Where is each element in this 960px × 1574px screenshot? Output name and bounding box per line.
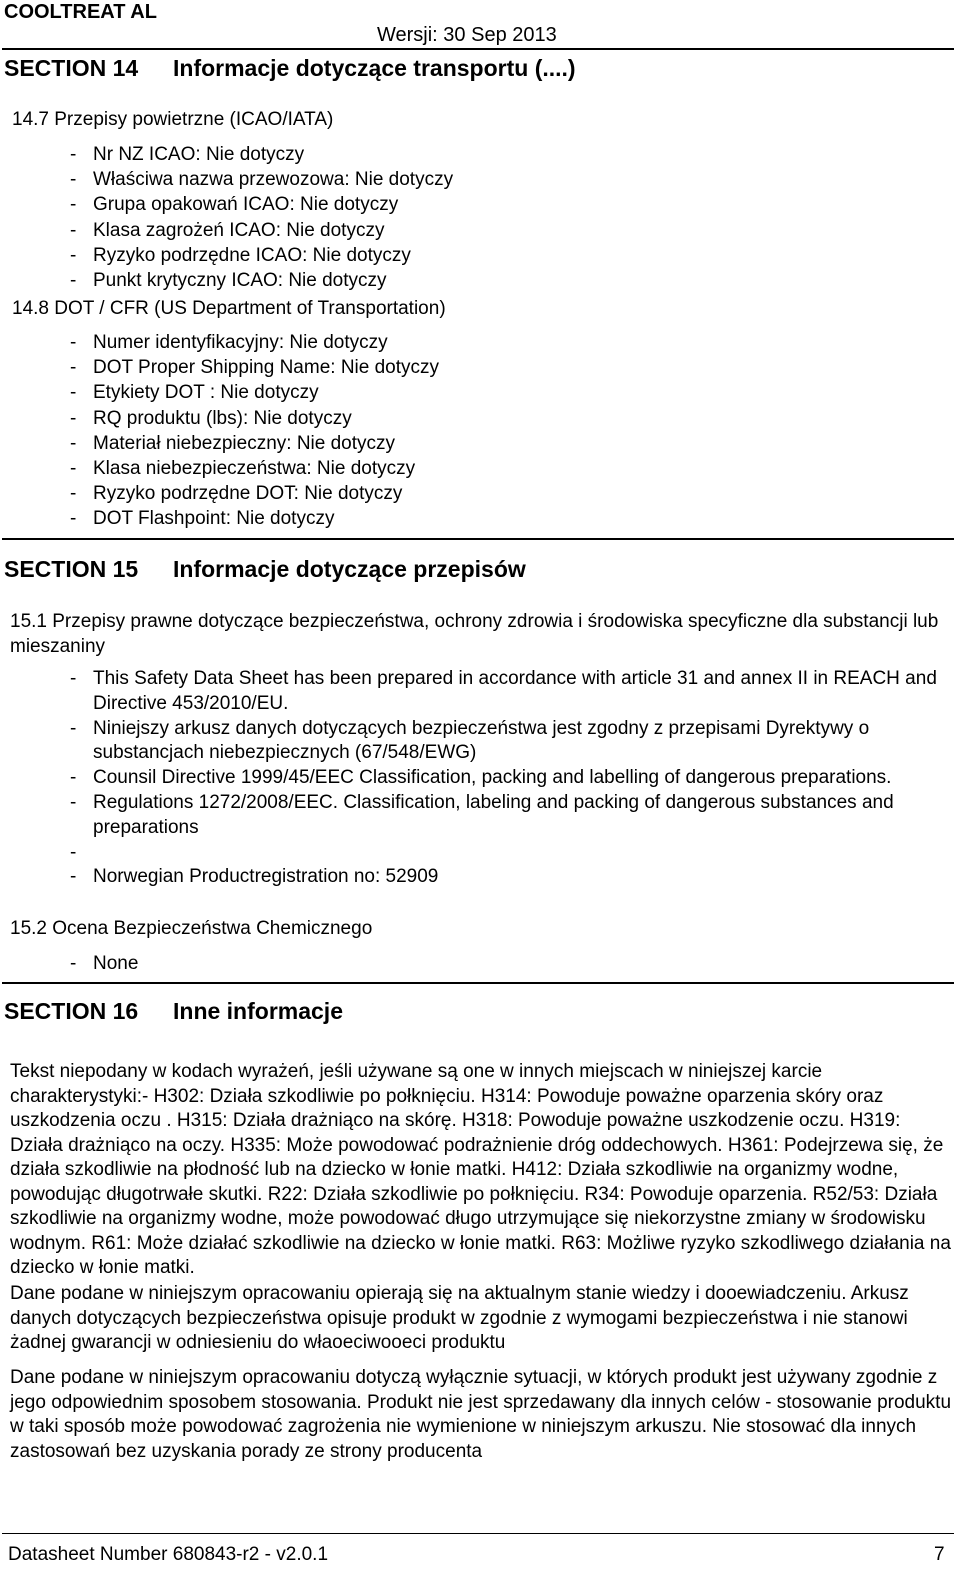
subsection-14-8-list	[70, 330, 439, 532]
section-16-paragraph-2: Dane podane w niniejszym opracowaniu opierają się na aktualnym stanie wiedzy i dooewiadczeniu. Arkusz danych dotyczących bezpieczeństwa opisuje produkt w zgodnie z wymogami bezpieczeństwa i nie stanowi żadnej gwarancji w odniesieniu do właoeciwooeci produktu	[10, 1283, 909, 1353]
section-15-rule	[2, 538, 954, 540]
section-14-title: Informacje dotyczące transportu (....)	[173, 55, 576, 81]
product-name: COOLTREAT AL	[4, 1, 157, 23]
list-item: - Materiał niebezpieczny: Nie dotyczy	[70, 431, 439, 456]
version-date: Wersji: 30 Sep 2013	[377, 24, 557, 46]
datasheet-number: Datasheet Number 680843-r2 - v2.0.1	[8, 1544, 329, 1565]
section-14-heading	[4, 55, 576, 82]
list-item	[70, 841, 940, 866]
list-item: - Nr NZ ICAO: Nie dotyczy	[70, 142, 453, 167]
section-16-rule	[2, 982, 954, 984]
subsection-15-1-list	[70, 667, 940, 890]
list-item: - Etykiety DOT : Nie dotyczy	[70, 380, 439, 405]
list-item: - Właściwa nazwa przewozowa: Nie dotyczy	[70, 167, 453, 192]
section-16-paragraph-1: Tekst niepodany w kodach wyrażeń, jeśli używane są one w innych miejscach w niniejszej karcie charakterystyki:- H302: Działa szkodliwie po połknięciu. H314: Powoduje poważne oparzenia skóry oraz uszkodzenia oczu . H315: Działa drażniąco na skórę. H318: Powoduje poważne uszkodzenie oczu. H319: Działa drażniąco na oczy. H335: Może powodować podrażnienie dróg oddechowych. H361: Podejrzewa się, że działa szkodliwie na płodność lub na dziecko w łonie matki. H412: Działa szkodliwie na organizmy wodne, powodując długotrwałe skutki. R22: Działa szkodliwie po połknięciu. R34: Powoduje oparzenia. R52/53: Działa szkodliwie na organizmy wodne, może powodować długo utrzymujące się niekorzystne zmiany w środowisku wodnym. R61: Może działać szkodliwie na dziecko w łonie matki. R63: Możliwe ryzyko szkodliwego działania na dziecko w łonie matki.	[10, 1061, 951, 1278]
section-14-number: SECTION 14	[4, 55, 139, 81]
section-15-heading	[4, 556, 526, 583]
list-item: - DOT Proper Shipping Name: Nie dotyczy	[70, 355, 439, 380]
section-15-title: Informacje dotyczące przepisów	[173, 556, 526, 582]
list-item: - Grupa opakowań ICAO: Nie dotyczy	[70, 192, 453, 217]
subsection-15-1-heading: 15.1 Przepisy prawne dotyczące bezpieczeństwa, ochrony zdrowia i środowiska specyficzne dla substancji lub mieszaniny	[10, 611, 939, 657]
section-16-number: SECTION 16	[4, 998, 139, 1024]
footer-rule	[2, 1533, 954, 1534]
page-number: 7	[934, 1544, 945, 1565]
section-16-title: Inne informacje	[173, 998, 343, 1024]
list-item: - DOT Flashpoint: Nie dotyczy	[70, 506, 439, 531]
list-item: - Klasa zagrożeń ICAO: Nie dotyczy	[70, 218, 453, 243]
section-16-heading	[4, 998, 343, 1025]
section-15-number: SECTION 15	[4, 556, 139, 582]
list-item: - Regulations 1272/2008/EEC. Classification, labeling and packing of dangerous substances and preparations	[70, 791, 940, 841]
section-16-paragraph-3: Dane podane w niniejszym opracowaniu dotyczą wyłącznie sytuacji, w których produkt jest używany zgodnie z jego odpowiednim sposobem stosowania. Produkt nie jest sprzedawany dla innych celów - stosowanie produktu w taki sposób może powodować zagrożenia nie wymienione w niniejszym arkuszu. Nie stosować dla innych zastosowań bez uzyskania porady ze strony producenta	[10, 1367, 952, 1462]
list-item: - Niniejszy arkusz danych dotyczących bezpieczeństwa jest zgodny z przepisami Dyrektywy o substancjach niebezpiecznych (67/548/EWG)	[70, 717, 940, 767]
list-item: - Numer identyfikacyjny: Nie dotyczy	[70, 330, 439, 355]
list-item: - RQ produktu (lbs): Nie dotyczy	[70, 406, 439, 431]
subsection-14-8-heading: 14.8 DOT / CFR (US Department of Transportation)	[12, 298, 446, 319]
list-item: - Counsil Directive 1999/45/EEC Classification, packing and labelling of dangerous preparations.	[70, 766, 940, 791]
subsection-15-2-list	[70, 951, 138, 976]
list-item: - Ryzyko podrzędne DOT: Nie dotyczy	[70, 481, 439, 506]
subsection-15-2-heading: 15.2 Ocena Bezpieczeństwa Chemicznego	[10, 918, 373, 939]
list-item: - Klasa niebezpieczeństwa: Nie dotyczy	[70, 456, 439, 481]
list-item: - Punkt krytyczny ICAO: Nie dotyczy	[70, 268, 453, 293]
subsection-14-7-list	[70, 142, 453, 293]
list-item: - This Safety Data Sheet has been prepared in accordance with article 31 and annex II in REACH and Directive 453/2010/EU.	[70, 667, 940, 717]
list-item: - Norwegian Productregistration no: 52909	[70, 865, 940, 890]
list-item: - Ryzyko podrzędne ICAO: Nie dotyczy	[70, 243, 453, 268]
header-rule	[2, 48, 954, 50]
list-item: - None	[70, 951, 138, 976]
subsection-14-7-heading: 14.7 Przepisy powietrzne (ICAO/IATA)	[12, 109, 334, 130]
